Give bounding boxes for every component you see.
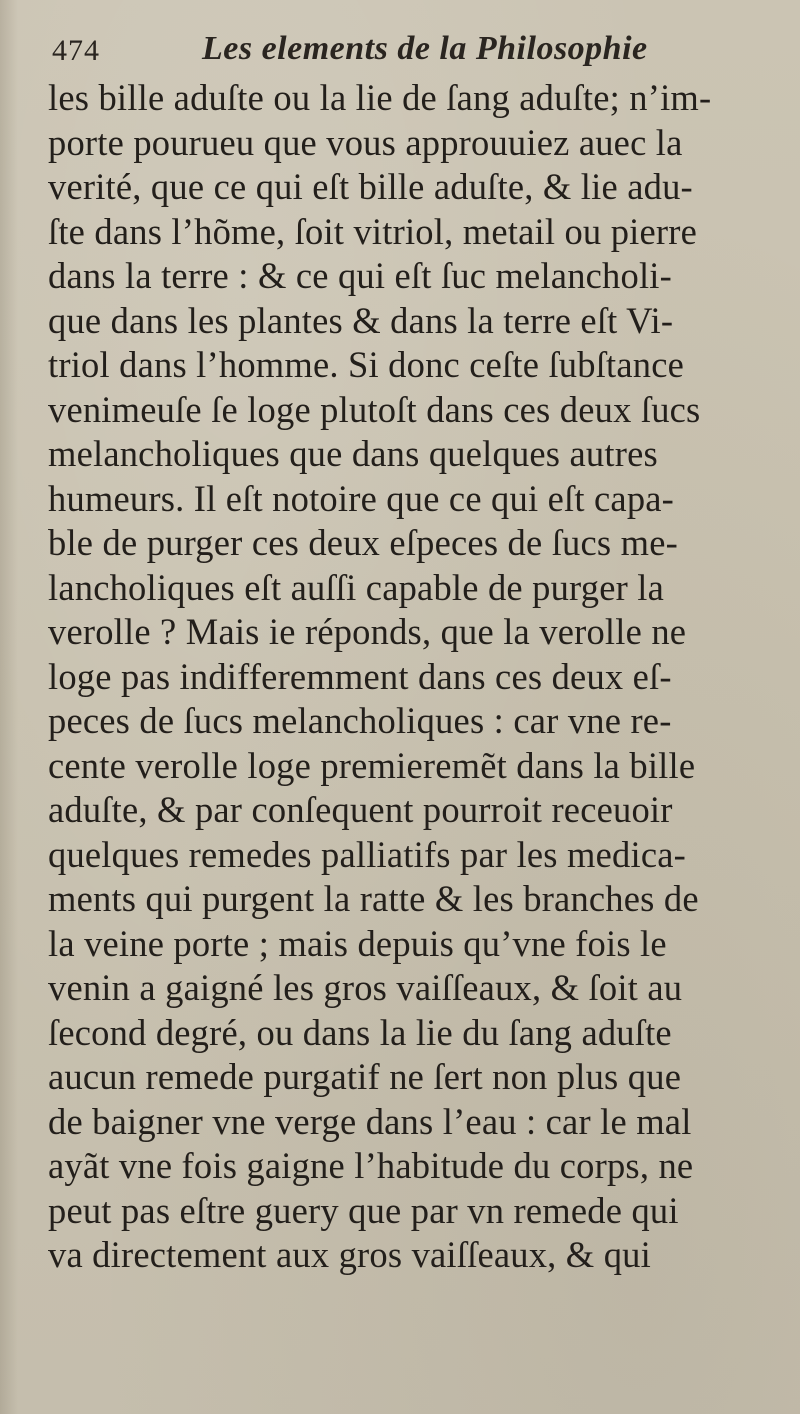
text-line: aduſte, & par conſequent pourroit receuoir bbox=[48, 789, 673, 830]
text-line: verolle ? Mais ie réponds, que la verolle ne bbox=[48, 611, 687, 652]
text-line: les bille aduſte ou la lie de ſang aduſte; n’im- bbox=[48, 77, 712, 118]
text-line: cente verolle loge premieremẽt dans la bille bbox=[48, 744, 696, 786]
running-title: Les elements de la Philosophie bbox=[202, 30, 648, 67]
text-line: que dans les plantes & dans la terre eſt Vi- bbox=[48, 299, 674, 341]
text-line: porte pourueu que vous approuuiez auec la bbox=[48, 121, 683, 163]
text-line: lancholiques eſt auſſi capable de purger la bbox=[48, 566, 665, 608]
text-line: ments qui purgent la ratte & les branches de bbox=[48, 878, 699, 919]
text-line: de baigner vne verge dans l’eau : car le mal bbox=[48, 1100, 692, 1142]
text-line: triol dans l’homme. Si donc ceſte ſubſtance bbox=[48, 344, 685, 385]
page-number: 474 bbox=[52, 34, 100, 67]
text-line: venimeuſe ſe loge plutoſt dans ces deux ſucs bbox=[48, 388, 701, 430]
text-line: ſte dans l’hõme, ſoit vitriol, metail ou pierre bbox=[48, 210, 698, 252]
text-line: va directement aux gros vaiſſeaux, & qui bbox=[48, 1234, 651, 1275]
text-line: ſecond degré, ou dans la lie du ſang aduſte bbox=[48, 1011, 672, 1053]
text-line: humeurs. Il eſt notoire que ce qui eſt capa- bbox=[48, 477, 675, 519]
text-line: venin a gaigné les gros vaiſſeaux, & ſoit au bbox=[48, 967, 683, 1008]
text-line: verité, que ce qui eſt bille aduſte, & lie adu- bbox=[48, 166, 693, 207]
text-line: ble de purger ces deux eſpeces de ſucs me- bbox=[48, 522, 678, 563]
text-line: melancholiques que dans quelques autres bbox=[48, 433, 658, 474]
text-line: la veine porte ; mais depuis qu’vne fois le bbox=[48, 922, 667, 964]
running-head bbox=[52, 30, 752, 74]
text-line: loge pas indifferemment dans ces deux eſ- bbox=[48, 655, 672, 697]
text-line: quelques remedes palliatifs par les medica- bbox=[48, 833, 686, 875]
text-line: ayãt vne fois gaigne l’habitude du corps, ne bbox=[48, 1145, 694, 1186]
text-line: peces de ſucs melancholiques : car vne re- bbox=[48, 700, 672, 741]
text-line: peut pas eſtre guery que par vn remede qui bbox=[48, 1189, 679, 1231]
gutter-shadow bbox=[0, 0, 18, 1414]
body-text bbox=[48, 76, 768, 1278]
text-line: dans la terre : & ce qui eſt ſuc melancholi- bbox=[48, 255, 672, 296]
text-line: aucun remede purgatif ne ſert non plus que bbox=[48, 1056, 682, 1097]
